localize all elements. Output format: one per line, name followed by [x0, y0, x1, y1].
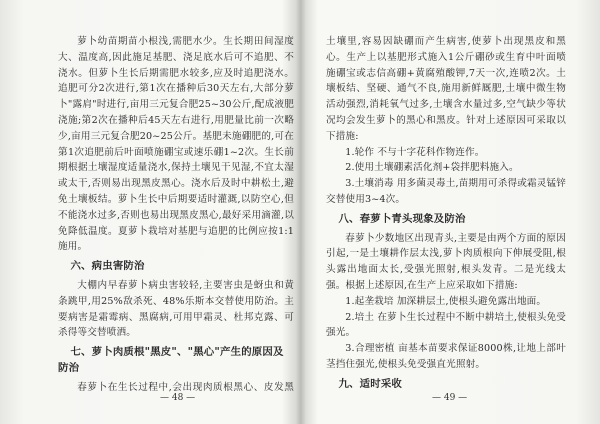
section-8-paragraph-3: 2.培土 在萝卜生长过程中不断中耕培土,使根头免受强光。 [326, 311, 566, 339]
right-page [326, 34, 566, 394]
left-page-number: — 48 — [160, 393, 196, 403]
section-8-heading: 八、春萝卜青头现象及防治 [338, 212, 466, 225]
section-8-paragraph-2: 1.起垄栽培 加深耕层土,使根头避免露出地面。 [345, 295, 547, 307]
section-6-paragraph-1: 大棚内早春萝卜病虫害较轻,主要害虫是蚜虫和黄条跳甲,用25%敌杀死、48%乐斯本交替使用防治。主要病害是霜霉病、黑腐病,可用甲霜灵、杜邦克露、可杀得等交替喷洒。 [58, 279, 294, 339]
left-page [58, 34, 294, 394]
left-paragraph-1: 萝卜幼苗期苗小根浅,需肥水少。生长期田间湿度大、温度高,因此施足基肥、浇足底水后可不追肥、不浇水。但萝卜生长后期需肥水较多,应及时追肥浇水。追肥可分2次进行,第1次在播种后30天左右,大部分萝卜"露肩"时进行,亩用三元复合肥25~30公斤,配成液肥浇施;第2次在播种后45天左右进行,用肥量比前一次略少,亩用三元复合肥20~25公斤。基肥未施硼肥的,可在第1次追肥前后叶面喷施硼宝或速乐硼1~2次。生长前期根据土壤湿度适量浇水,保持土壤见干见湿,不宜太湿或太干,否则易出现黑皮黑心。浇水后及时中耕松土,避免土壤板结。萝卜生长中后期要适时灌溉,以防空心,但不能浇水过多,否则也易出现黑皮黑心,最好采用滴灌,以免降低温度。夏萝卜栽培对基肥与追肥的比例应按1:1施用。 [58, 36, 294, 253]
section-7-heading: 七、萝卜肉质根"黑皮"、"黑心"产生的原因及防治 [58, 346, 284, 374]
section-7-paragraph-1: 春萝卜在生长过程中,会出现肉质根黑心、皮发黑 [77, 381, 294, 393]
section-9-heading: 九、适时采收 [338, 377, 403, 390]
right-paragraph-4: 3.土壤消毒 用多菌灵毒土,苗期用可杀得或霜灵锰锌交替使用3~4次。 [326, 178, 566, 205]
section-8-paragraph-4: 3.合理密植 亩基本苗要求保证8000株,让地上部叶茎挡住强光,使根头免受强直光照射。 [326, 343, 566, 370]
right-paragraph-2: 1.轮作 不与十字花科作物连作。 [345, 146, 485, 158]
right-paragraph-3: 2.使用土壤硼素活化剂+袋拌肥料施入。 [345, 162, 519, 174]
right-page-number: — 49 — [432, 393, 468, 403]
book-gutter [296, 0, 306, 424]
section-8-paragraph-1: 春萝卜少数地区出现青头,主要是由两个方面的原因引起,一是土壤耕作层太浅,萝卜肉质根向下伸展受阻,根头露出地面太长,受强光照射,根头发青。二是光线太强。根据上述原因,在生产上应采取如下措施: [326, 232, 566, 291]
right-paragraph-1: 土壤里,容易因缺硼而产生病害,使萝卜出现黑皮和黑心。生产上以基肥形式施入1公斤硼砂或生育中叶面喷施硼宝或志信高硼+黄腐殖酸钾,7天一次,连喷2次。土壤板结、坚硬、通气不良,施用新鲜厩肥,土壤中微生物活动强烈,消耗氧气过多,土壤含水量过多,空气缺少等状况均会发生萝卜的黑心和黑皮。针对上述原因可采取以下措施: [326, 36, 566, 142]
section-6-heading: 六、病虫害防治 [70, 260, 145, 273]
